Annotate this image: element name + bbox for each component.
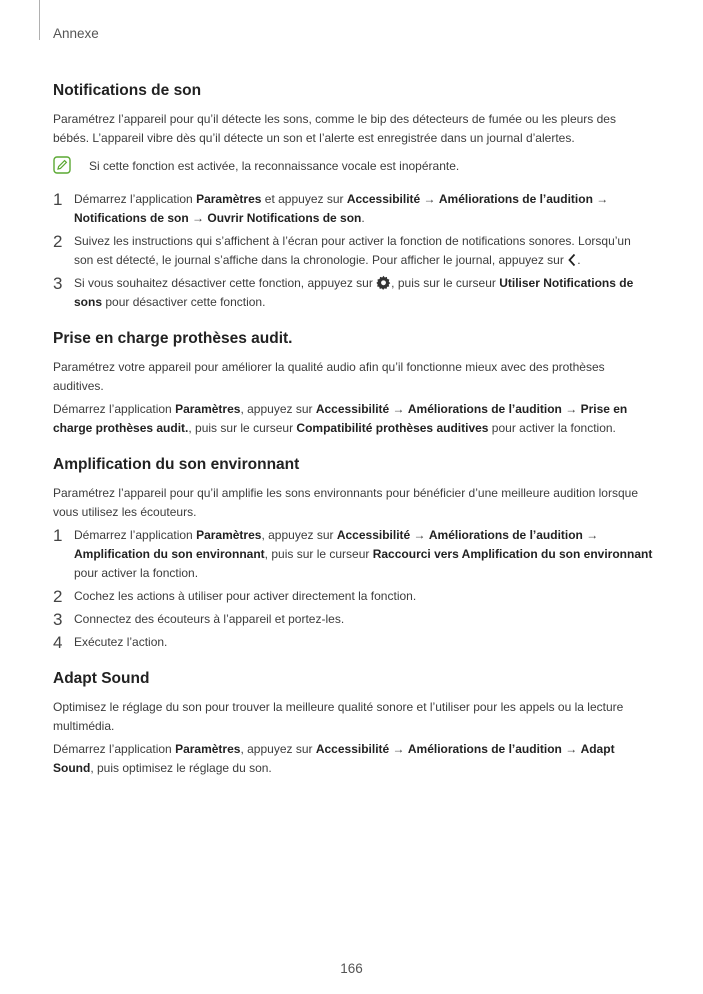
section-instructions: Démarrez l’application Paramètres, appuyez sur Accessibilité → Améliorations de l’audition → Adapt Sound, puis optimisez le réglage du son. [53,742,615,775]
step-number: 1 [53,190,63,209]
section-intro: Paramétrez l’appareil pour qu’il amplifie les sons environnants pour bénéficier d’une meilleure audition lorsque vous utilisez les écouteurs. [53,486,638,519]
section-intro: Paramétrez votre appareil pour améliorer la qualité audio afin qu’il fonctionne mieux avec des prothèses auditives. [53,360,605,393]
step-number: 4 [53,633,63,652]
step-item [53,633,653,652]
section-instructions: Démarrez l’application Paramètres, appuyez sur Accessibilité → Améliorations de l’audition → Prise en charge prothèses audit., puis sur le curseur Compatibilité prothèses auditives pour activer la fonction. [53,402,628,435]
step-item [53,274,653,312]
section-adapt-sound [53,670,653,778]
step-item [53,232,653,270]
section-title: Notifications de son [53,82,202,99]
page-content [53,82,653,796]
step-number: 3 [53,610,63,629]
section-title: Prise en charge prothèses audit. [53,330,293,347]
step-text: Cochez les actions à utiliser pour activer directement la fonction. [74,589,417,603]
step-text: Démarrez l’application Paramètres, appuyez sur Accessibilité → Améliorations de l’audition → Amplification du son environnant, puis sur le curseur Raccourci vers Amplification du son environnant pour activer la fonction. [74,528,653,580]
back-chevron-icon [567,253,577,267]
step-item [53,526,653,583]
page-header: Annexe [53,26,99,41]
section-amplification-son-environnant [53,456,653,652]
section-intro: Paramétrez l’appareil pour qu’il détecte les sons, comme le bip des détecteurs de fumée ou les pleurs des bébés. L’appareil vibre dès qu’il détecte un son et l’alerte est enregistrée dans un journal d’alertes. [53,112,616,145]
section-prise-en-charge-protheses [53,330,653,438]
page-number: 166 [340,961,363,976]
step-number: 2 [53,587,63,606]
section-intro: Optimisez le réglage du son pour trouver la meilleure qualité sonore et l’utiliser pour les appels ou la lecture multimédia. [53,700,624,733]
note-text: Si cette fonction est activée, la reconnaissance vocale est inopérante. [89,159,460,173]
step-text: Connectez des écouteurs à l’appareil et portez-les. [74,612,345,626]
step-text: Démarrez l’application Paramètres et appuyez sur Accessibilité → Améliorations de l’audition → Notifications de son → Ouvrir Notifications de son. [74,192,609,225]
header-divider [39,0,40,40]
step-text: Exécutez l’action. [74,635,168,649]
step-number: 3 [53,274,63,293]
section-title: Amplification du son environnant [53,456,300,473]
step-text: Si vous souhaitez désactiver cette fonction, appuyez sur , puis sur le curseur Utiliser Notifications de sons pour désactiver cette fonction. [74,276,634,309]
step-item [53,587,653,606]
step-item [53,190,653,228]
step-text: Suivez les instructions qui s’affichent à l’écran pour activer la fonction de notifications sonores. Lorsqu’un son est détecté, le journal s’affiche dans la chronologie. Pour afficher le journal, appuyez sur . [74,234,631,267]
note [53,156,653,176]
section-notifications-de-son [53,82,653,312]
step-number: 2 [53,232,63,251]
gear-icon [376,275,391,290]
section-title: Adapt Sound [53,670,150,687]
step-item [53,610,653,629]
note-pencil-icon [53,156,71,174]
step-number: 1 [53,526,63,545]
